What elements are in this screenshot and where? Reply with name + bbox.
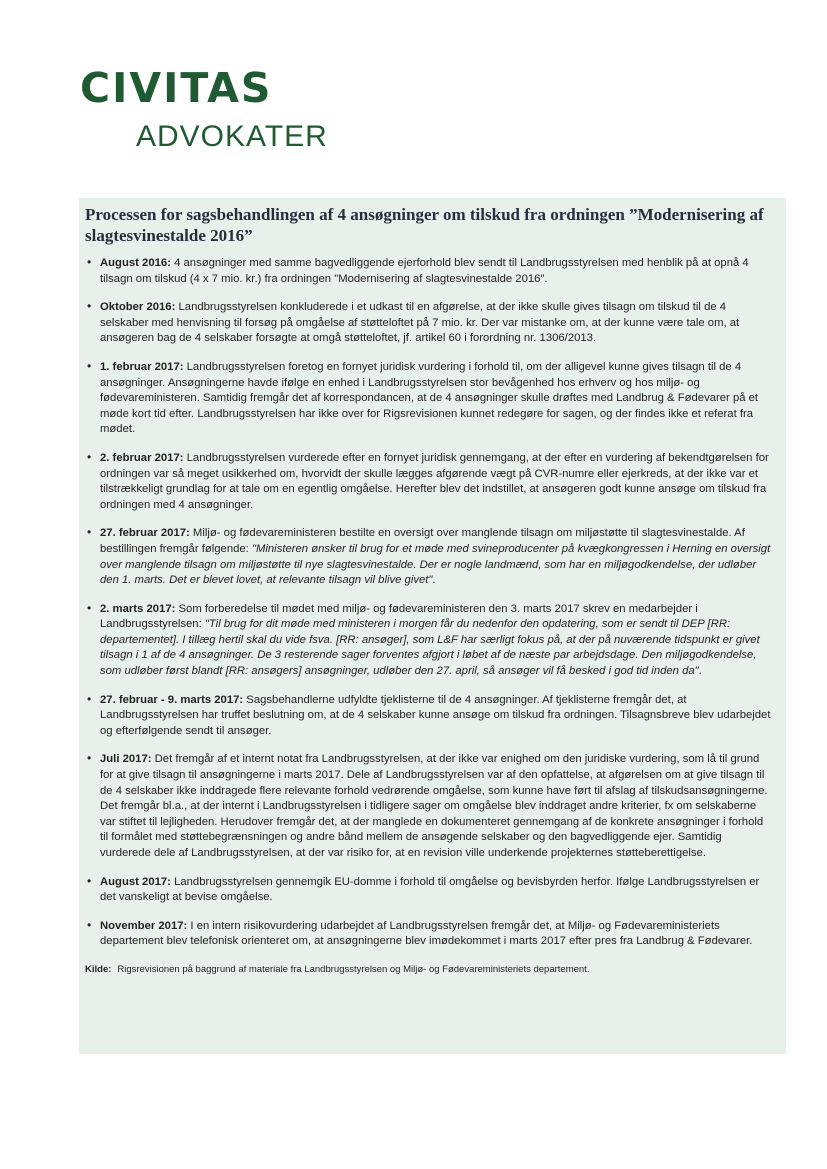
event-quote: "Til brug for dit møde med ministeren i morgen får du nedenfor den opdatering, som er sendt til DEP [RR: departementet]. I tillæg hertil skal du vide fsva. [RR: ansøger], som L&F har særligt fokus på, at der på nuværende tidspunkt er givet tilsagn i 1 af de 4 ansøgninger. De 3 resterende sager forventes afgjort i løbet af de næste par arbejdsdage. Den miljøgodkendelse, som udløber først blandt [RR: ansøgers] ansøgninger, udløber den 27. april, så ansøger vil få besked i god tid inden da" xyxy=(100,618,760,678)
bullet-icon: • xyxy=(87,917,92,932)
event-item xyxy=(85,360,774,438)
logo-name: CIVITAS xyxy=(80,64,273,112)
event-item xyxy=(85,602,774,680)
source-note xyxy=(85,963,774,977)
bullet-icon: • xyxy=(87,525,92,540)
event-text: Som forberedelse til mødet med miljø- og fødevareministeren den 3. marts 2017 skrev en medarbejder i Landbrugsstyrelsen: xyxy=(100,602,698,631)
bullet-icon: • xyxy=(87,751,92,766)
bullet-icon: • xyxy=(87,255,92,269)
event-item xyxy=(85,875,774,906)
event-date: August 2016: xyxy=(100,257,171,269)
event-text: Landbrugsstyrelsen gennemgik EU-domme i forhold til omgåelse og bevisbyrden herfor. Ifølge Landbrugsstyrelsen er det vanskeligt at bevise omgåelse. xyxy=(100,875,760,904)
event-date: November 2017: xyxy=(100,919,188,932)
event-text: Det fremgår af et internt notat fra Landbrugsstyrelsen, at der ikke var enighed om den juridiske vurdering, som lå til grund for at give tilsagn til ansøgningerne i marts 2017. Dele af Landbrugsstyrelsen var af den opfattelse, at afgørelsen om at give tilsagn til de 4 selskaber ikke inddragede flere relevante forhold vedrørende omgåelse, som kunne have ført til afslag af tilskudsansøgningerne. Det fremgår bl.a., at der internt i Landbrugsstyrelsen i tidligere sager om omgåelse blev inddraget andre kriterier, fx om selskaberne var stiftet til lejligheden. Herudover fremgår det, at der manglede en dokumenteret gennemgang af de konkrete ansøgninger i forhold til formålet med støttebegrænsningen og andre bånd mellem de ansøgende selskaber og den bagvedliggende ejer. Samtidig vurderede dele af Landbrugsstyrelsen, at der var risiko for, at en revision ville underkende projekternes støtteberettigelse. xyxy=(100,753,768,859)
bullet-icon: • xyxy=(87,691,92,706)
event-item xyxy=(85,693,774,740)
event-text-end: . xyxy=(698,665,702,678)
event-date: 2. marts 2017: xyxy=(100,602,176,615)
event-item xyxy=(85,752,774,861)
event-item xyxy=(85,256,774,287)
event-item xyxy=(85,300,774,347)
event-text: Miljø- og fødevareministeren bestilte en oversigt over manglende tilsagn om miljøstøtte til slagtesvinestalde. Af bestillingen fremgår følgende: xyxy=(100,527,745,555)
event-date: August 2017: xyxy=(100,875,171,888)
bullet-icon: • xyxy=(87,873,92,888)
event-quote: "Ministeren ønsker til brug for et møde med svineproducenter på kvægkongressen i Herning en oversigt over manglende tilsagn om miljøstøtte til nye slagtesvinestalde. Der er nogle landmænd, som har en miljøgodkendelse, der udløber den 1. marts. Det er blevet lovet, at relevante tilsagn vil blive givet" xyxy=(100,542,771,587)
logo-subtitle: ADVOKATER xyxy=(136,120,328,153)
bullet-icon: • xyxy=(87,600,92,615)
event-item xyxy=(85,451,774,513)
event-date: 2. februar 2017: xyxy=(100,451,184,464)
event-text: I en intern risikovurdering udarbejdet af Landbrugsstyrelsen fremgår det, at Miljø- og Fødevareministeriets departement blev telefonisk orienteret om, at ansøgningerne blev imødekommet i marts 2017 efter pres fra Landbrug & Fødevarer. xyxy=(100,919,753,948)
timeline-box xyxy=(79,198,786,1054)
event-text: Landbrugsstyrelsen foretog en fornyet juridisk vurdering i forhold til, om der alligevel kunne gives tilsagn til de 4 ansøgninger. Ansøgningerne havde ifølge en enhed i Landbrugsstyrelsen stor bevågenhed hos erhverv og hos miljø- og fødevareministeren. Samtidig fremgår det af korrespondancen, at de 4 ansøgninger skulle drøftes med Landbrug & Fødevarer på et møde kort tid efter. Landbrugsstyrelsen har ikke over for Rigsrevisionen kunnet redegøre for sagen, og der findes ikke et referat fra mødet. xyxy=(100,360,759,436)
bullet-icon: • xyxy=(87,299,92,314)
event-text: Landbrugsstyrelsen konkluderede i et udkast til en afgørelse, at der ikke skulle gives tilsagn om tilskud til de 4 selskaber med henvisning til forsøg på omgåelse af støtteloftet på 7 mio. kr. Der var mistanke om, at der kunne være tale om, at ansøgeren bag de 4 selskaber forsøgte at omgå støtteloftet, jf. artikel 60 i forordning nr. 1306/2013. xyxy=(100,301,740,345)
event-date: 27. februar 2017: xyxy=(100,527,190,540)
event-date: Oktober 2016: xyxy=(100,301,176,314)
civitas-logo xyxy=(80,66,328,154)
event-text: Sagsbehandlerne udfyldte tjeklisterne til de 4 ansøgninger. Af tjeklisterne fremgår det, at Landbrugsstyrelsen har truffet beslutning om, at de 4 selskaber kunne ansøge om tilskud fra ordningen. Tilsagnsbreve blev udarbejdet og efterfølgende sendt til ansøger. xyxy=(100,693,771,737)
event-date: Juli 2017: xyxy=(100,753,152,766)
source-label: Kilde: xyxy=(85,963,112,975)
bullet-icon: • xyxy=(87,358,92,373)
event-text: Landbrugsstyrelsen vurderede efter en fornyet juridisk gennemgang, at der efter en vurdering af bekendtgørelsen for ordningen var så meget usikkerhed om, hvorvidt der skulle lægges afgørende vægt på CVR-numre eller ejerkreds, at der ikke var et tilstrækkeligt grundlag for at tale om en egentlig omgåelse. Herefter blev det indstillet, at ansøgeren godt kunne ansøge om tilskud fra ordningen med 4 ansøgninger. xyxy=(100,451,769,511)
event-date: 1. februar 2017: xyxy=(100,360,184,373)
source-text: Rigsrevisionen på baggrund af materiale fra Landbrugsstyrelsen og Miljø- og Fødevareministeriets departement. xyxy=(117,963,590,975)
event-list xyxy=(85,256,774,950)
box-title: Processen for sagsbehandlingen af 4 ansøgninger om tilskud fra ordningen ”Modernisering af slagtesvinestalde 2016” xyxy=(85,205,764,245)
event-item xyxy=(85,919,774,950)
event-text-end: . xyxy=(432,574,436,587)
event-text: 4 ansøgninger med samme bagvedliggende ejerforhold blev sendt til Landbrugsstyrelsen med henblik på at opnå 4 tilsagn om tilskud (4 x 7 mio. kr.) fra ordningen "Modernisering af slagtesvinestalde 2016". xyxy=(100,257,749,285)
bullet-icon: • xyxy=(87,449,92,464)
event-date: 27. februar - 9. marts 2017: xyxy=(100,693,244,706)
event-item xyxy=(85,526,774,588)
